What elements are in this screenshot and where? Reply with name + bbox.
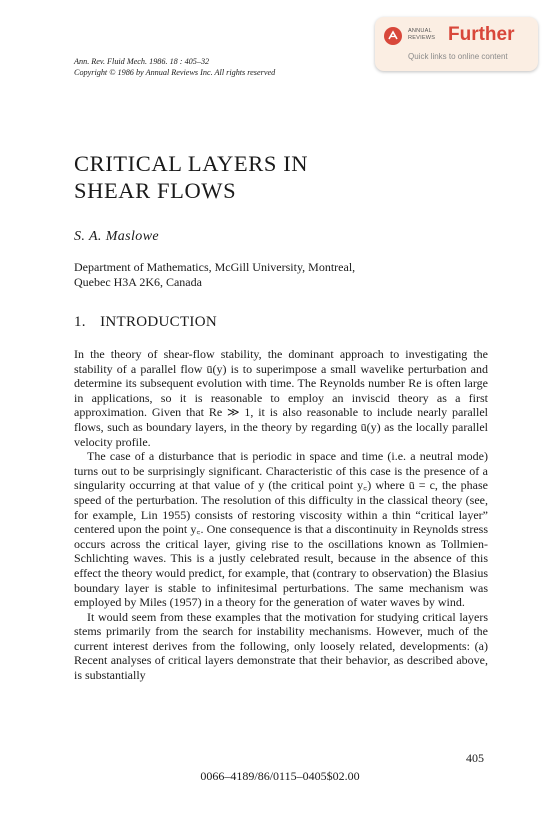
paragraph: The case of a disturbance that is periodic in space and time (i.e. a neutral mode) turns out to be surprisingly significant. Characteristic of this case is the presence of a singularity occurring at that value of y (the critical point y꜀) where ū = c, the phase speed of the perturbation. The resolution of this difficulty in the classical theory (see, for example, Lin 1955) consists of restoring viscosity within a thin “critical layer” centered upon the point y꜀. One consequence is that a discontinuity in Reynolds stress occurs across the critical layer, giving rise to the oscillations known as Tollmien-Schlichting waves. This is a justly celebrated result, because in the absence of this effect the theory would predict, for example, that (contrary to observation) the Blasius boundary layer is stable to infinitesimal perturbations. The same mechanism was employed by Miles (1957) in a theory for the generation of water waves by wind. (74, 449, 488, 610)
section-heading (74, 314, 474, 331)
section-number: 1. (74, 314, 86, 330)
further-reviews-label: REVIEWS (408, 35, 436, 41)
further-title: Further (448, 24, 515, 45)
footer-code: 0066–4189/86/0115–0405$02.00 (200, 769, 360, 783)
author-name: S. A. Maslowe (74, 229, 160, 244)
title-line-1: CRITICAL LAYERS IN (74, 151, 309, 176)
citation-line-1: Ann. Rev. Fluid Mech. 1986. 18 : 405–32 (74, 57, 210, 66)
further-online-badge[interactable] (375, 17, 538, 71)
author-affiliation (74, 260, 355, 290)
body-text (74, 347, 488, 683)
article-title (74, 150, 308, 204)
citation-line-2: Copyright © 1986 by Annual Reviews Inc. All rights reserved (74, 68, 276, 77)
annual-reviews-logo-icon (384, 27, 402, 45)
affiliation-line-1: Department of Mathematics, McGill University, Montreal, (74, 260, 356, 274)
title-line-2: SHEAR FLOWS (74, 178, 237, 203)
section-title: INTRODUCTION (100, 314, 217, 330)
paragraph: In the theory of shear-flow stability, the dominant approach to investigating the stability of a parallel flow ū(y) is to superimpose a small wavelike perturbation and determine its subsequent evolution with time. The Reynolds number Re is often large in applications, so it is reasonable to employ an inviscid theory as a first approximation. Given that Re ≫ 1, it is also reasonable to include nearly parallel flows, such as boundary layers, in the theory by regarding ū(y) as the locally parallel velocity profile. (74, 347, 488, 449)
further-subtitle: Quick links to online content (408, 52, 508, 61)
further-publisher (408, 28, 435, 42)
further-annual-label: ANNUAL (408, 28, 432, 34)
journal-citation (74, 56, 275, 78)
affiliation-line-2: Quebec H3A 2K6, Canada (74, 275, 202, 289)
paragraph: It would seem from these examples that the motivation for studying critical layers stems primarily from the search for instability mechanisms. However, much of the current interest derives from the following, only loosely related, developments: (a) Recent analyses of critical layers demonstrate that their behavior, as described above, is substantially (74, 609, 488, 683)
page-number: 405 (466, 751, 484, 765)
